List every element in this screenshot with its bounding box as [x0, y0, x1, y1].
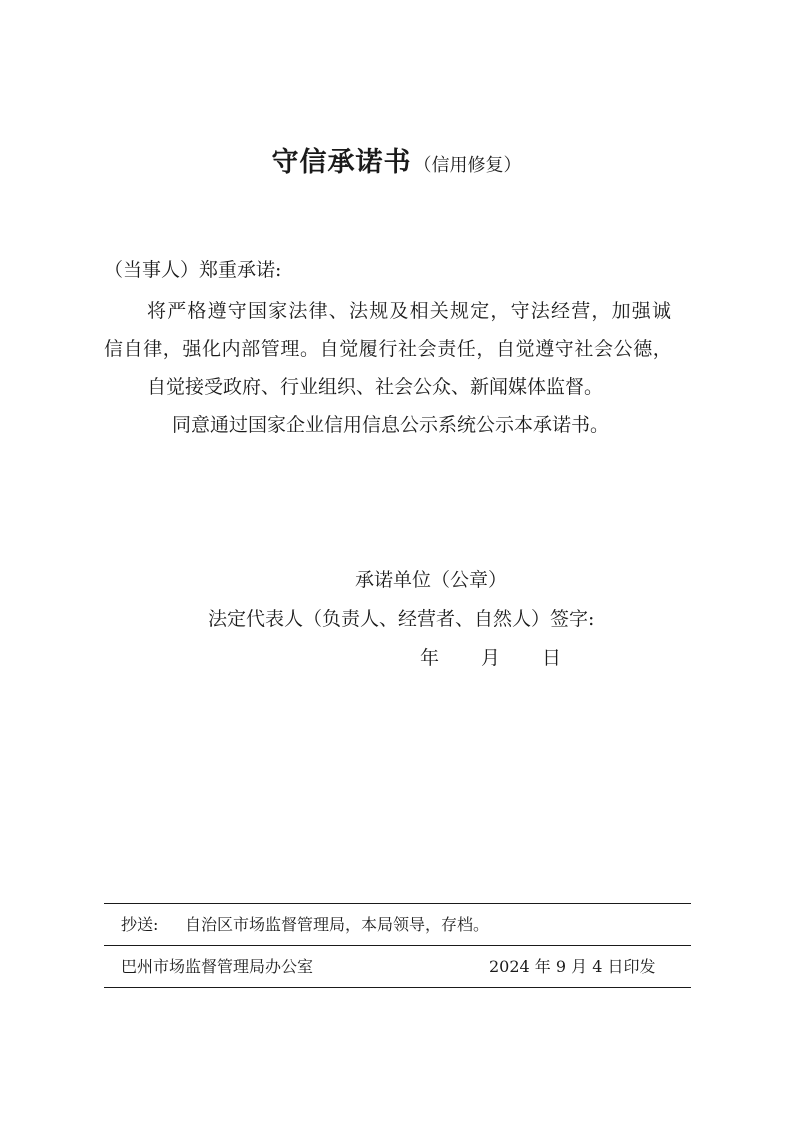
- cc-label: 抄送:: [121, 915, 159, 934]
- title-main: 守信承诺书: [271, 147, 412, 178]
- footer-bottom-rule: [104, 987, 691, 988]
- footer-top-rule: [104, 903, 691, 904]
- footer-middle-rule: [104, 945, 691, 946]
- title-subtitle: （信用修复）: [413, 155, 522, 176]
- date-day: 日: [542, 647, 562, 669]
- paragraph2: 同意通过国家企业信用信息公示系统公示本承诺书。: [172, 414, 610, 436]
- print-date: 2024 年 9 月 4 日印发: [489, 957, 656, 976]
- party-statement: （当事人）郑重承诺:: [104, 259, 282, 281]
- cc-recipients: 自治区市场监督管理局，本局领导，存档。: [185, 915, 490, 934]
- date-year: 年: [420, 647, 440, 669]
- document-title: [0, 140, 793, 179]
- signature-unit: 承诺单位（公章）: [355, 569, 508, 591]
- date-month: 月: [481, 647, 501, 669]
- issuing-office: 巴州市场监督管理局办公室: [121, 957, 314, 976]
- paragraph1-line2: 信自律，强化内部管理。自觉履行社会责任，自觉遵守社会公德，: [104, 338, 673, 360]
- paragraph1-line3: 自觉接受政府、行业组织、社会公众、新闻媒体监督。: [147, 376, 604, 398]
- signature-representative: 法定代表人（负责人、经营者、自然人）签字:: [208, 608, 595, 630]
- paragraph1-line1: 将严格遵守国家法律、法规及相关规定，守法经营，加强诚: [147, 300, 673, 322]
- signature-date: [420, 645, 561, 671]
